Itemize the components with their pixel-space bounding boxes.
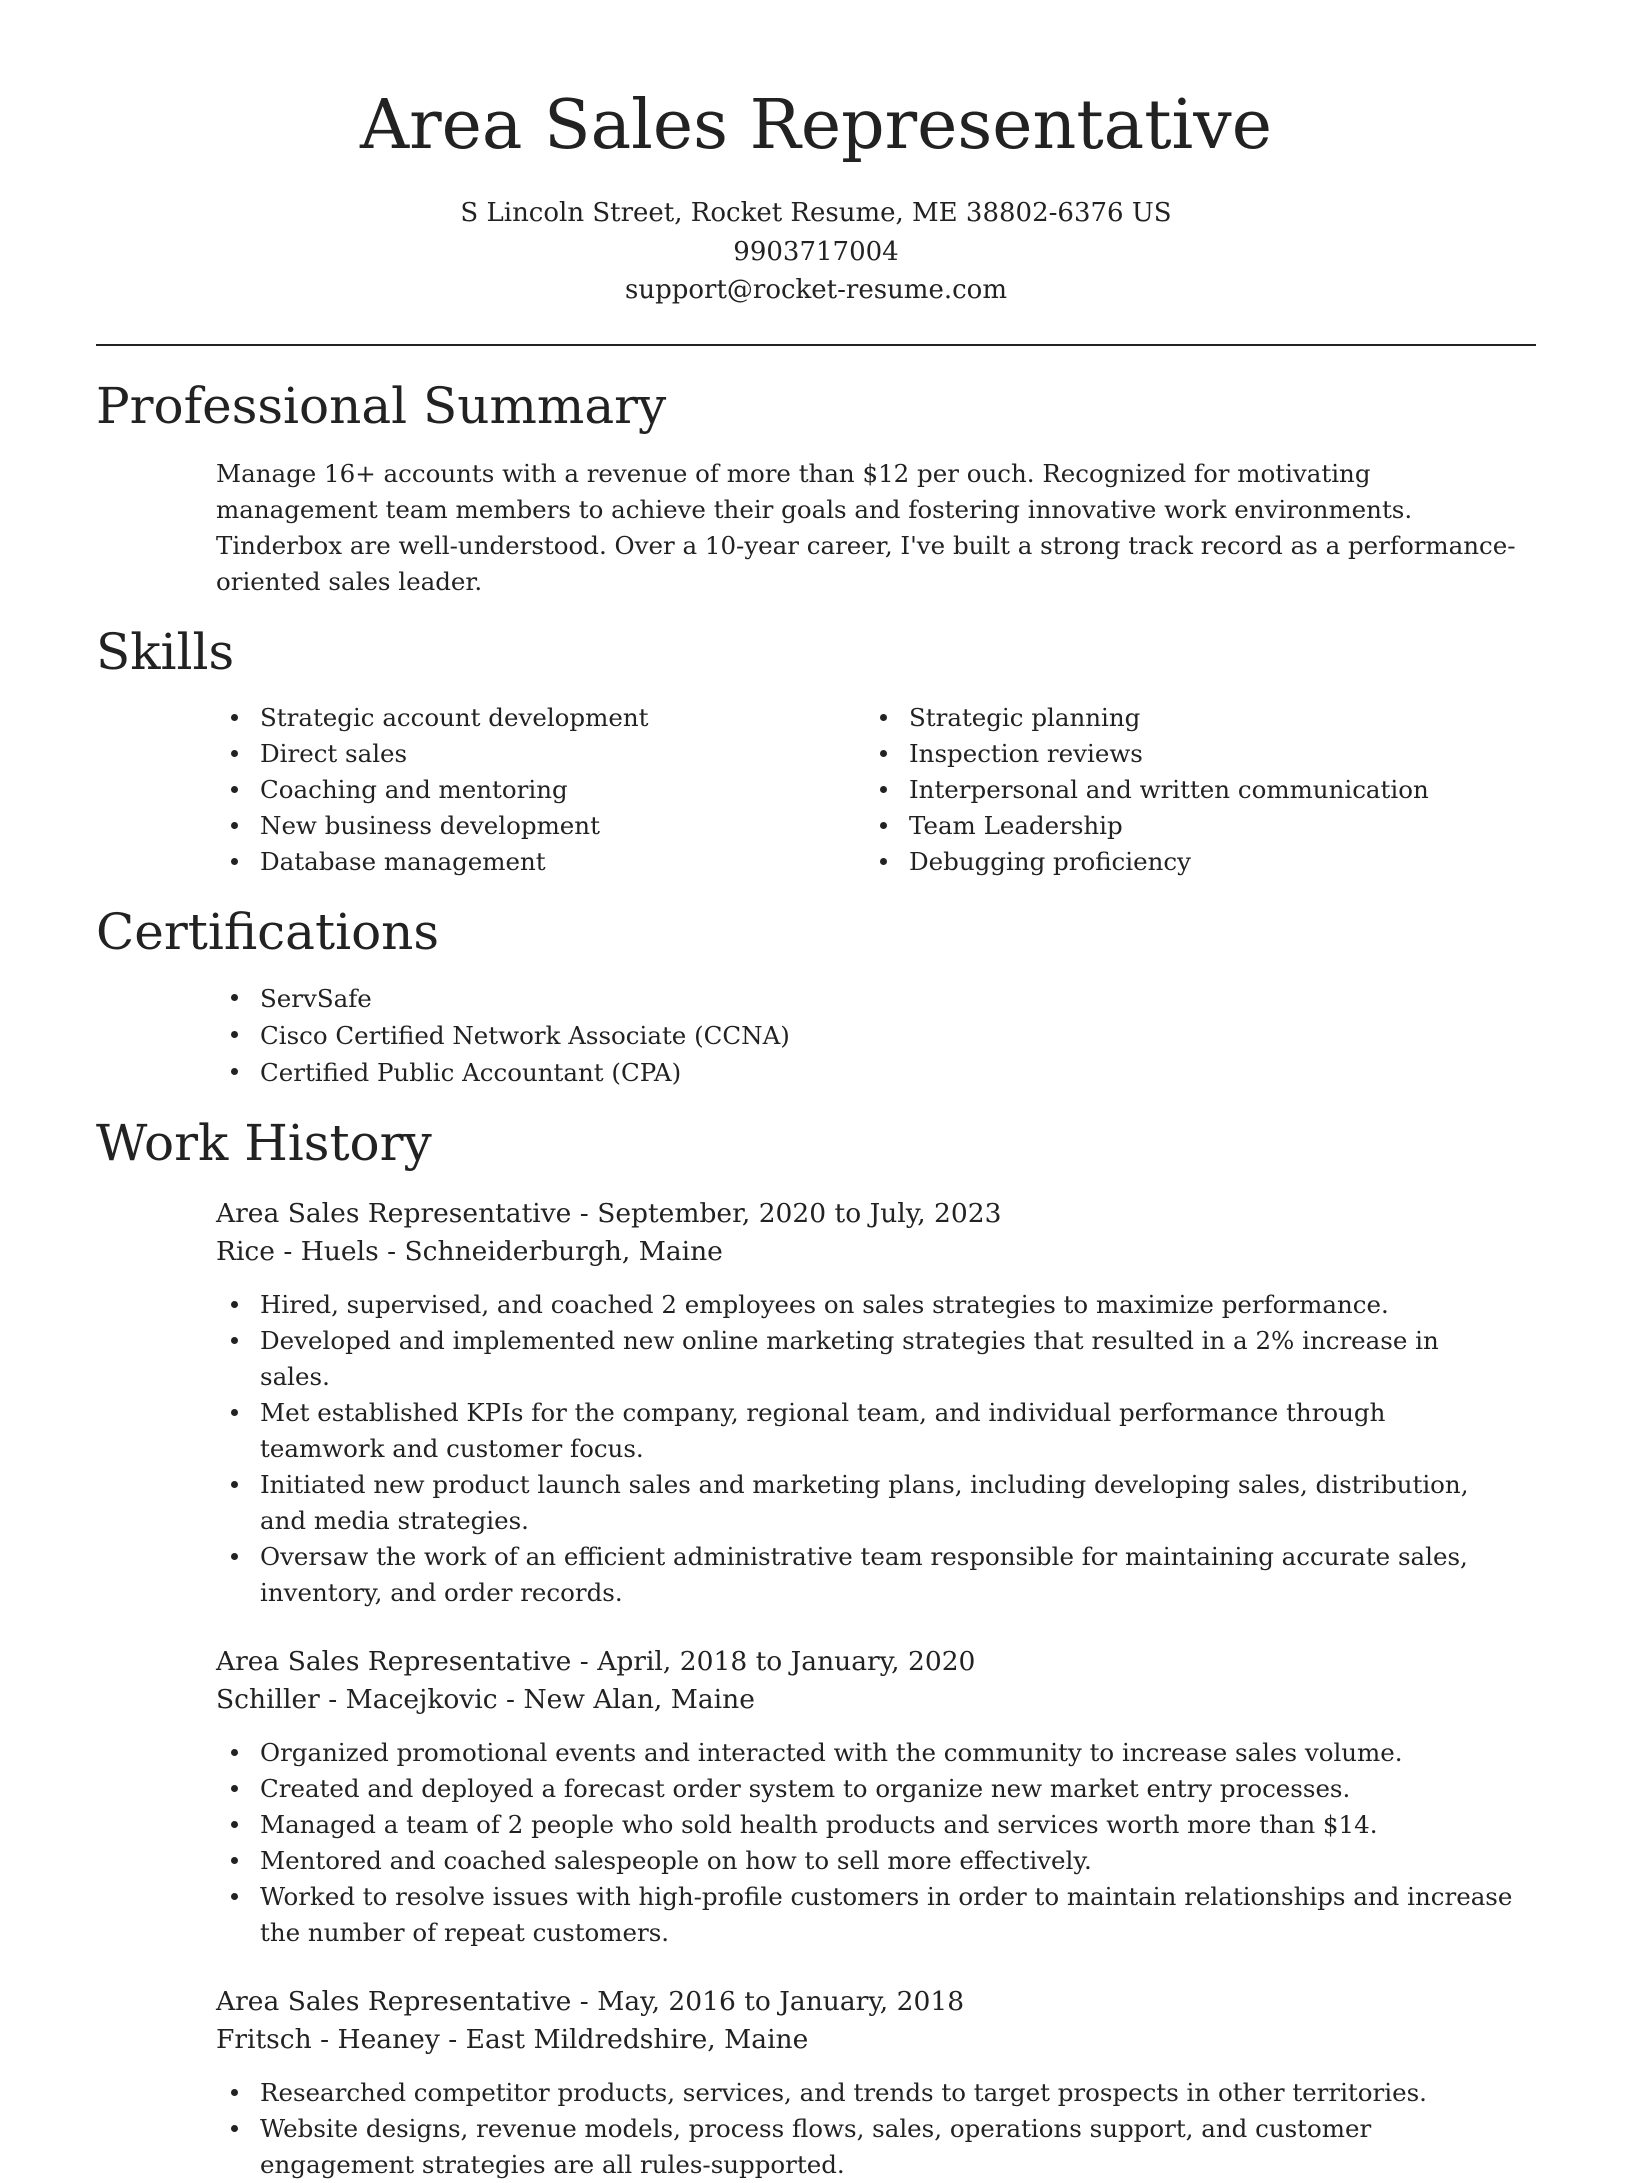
- job-title: Area Sales Representative: [216, 1197, 572, 1229]
- work-history-heading: Work History: [96, 1113, 432, 1172]
- skill-item: New business development: [96, 808, 746, 844]
- job-title-line: [216, 1195, 1536, 1233]
- job-location: New Alan, Maine: [523, 1683, 755, 1715]
- job-bullet: Organized promotional events and interacted with the community to increase sales volume.: [96, 1735, 1536, 1771]
- job-location: Schneiderburgh, Maine: [404, 1235, 723, 1267]
- job-bullets: [96, 1287, 1536, 1611]
- job-bullets: [96, 2075, 1536, 2183]
- skill-item: Debugging proficiency: [745, 844, 1429, 880]
- skills-list-right: [745, 700, 1429, 880]
- separator: -: [439, 2023, 466, 2055]
- contact-info: [96, 194, 1536, 310]
- certifications-section: [96, 902, 1536, 1091]
- professional-summary-section: [96, 376, 1536, 600]
- job-bullet: Worked to resolve issues with high-profile customers in order to maintain relationships and increase the number of repeat customers.: [96, 1879, 1536, 1951]
- skill-item: Database management: [96, 844, 746, 880]
- job-header: [216, 1195, 1536, 1271]
- skill-item: Interpersonal and written communication: [745, 772, 1429, 808]
- job-entry: [96, 1643, 1536, 1951]
- work-history-section: [96, 1113, 1536, 2183]
- job-bullets: [96, 1735, 1536, 1951]
- resume-header: [96, 0, 1536, 310]
- job-bullet: Hired, supervised, and coached 2 employees on sales strategies to maximize performance.: [96, 1287, 1536, 1323]
- certification-item: Certified Public Accountant (CPA): [96, 1054, 1536, 1091]
- skill-item: Strategic account development: [96, 700, 746, 736]
- job-location: East Mildredshire, Maine: [465, 2023, 809, 2055]
- job-company-line: [216, 1233, 1536, 1271]
- certifications-list: [96, 980, 1536, 1091]
- job-company: Fritsch - Heaney: [216, 2023, 440, 2055]
- skill-item: Team Leadership: [745, 808, 1429, 844]
- job-bullet: Website designs, revenue models, process flows, sales, operations support, and customer engagement strategies are all rules-supported.: [96, 2111, 1536, 2183]
- skill-item: Direct sales: [96, 736, 746, 772]
- job-bullet: Initiated new product launch sales and marketing plans, including developing sales, distribution, and media strategies.: [96, 1467, 1536, 1539]
- job-header: [216, 1643, 1536, 1719]
- job-bullet: Oversaw the work of an efficient administrative team responsible for maintaining accurate sales, inventory, and order records.: [96, 1539, 1536, 1611]
- job-bullet: Researched competitor products, services, and trends to target prospects in other territories.: [96, 2075, 1536, 2111]
- skills-section: [96, 622, 1536, 880]
- job-entry: [96, 1983, 1536, 2183]
- job-title: Area Sales Representative: [216, 1645, 572, 1677]
- skill-item: Inspection reviews: [745, 736, 1429, 772]
- skills-list-left: [96, 700, 746, 880]
- skill-item: Strategic planning: [745, 700, 1429, 736]
- job-bullet: Developed and implemented new online marketing strategies that resulted in a 2% increase in sales.: [96, 1323, 1536, 1395]
- separator: -: [571, 1645, 598, 1677]
- separator: -: [571, 1197, 598, 1229]
- job-company-line: [216, 1681, 1536, 1719]
- summary-text: Manage 16+ accounts with a revenue of more than $12 per ouch. Recognized for motivating management team members to achieve their goals and fostering innovative work environments. Tinderbox are well-understood. Over a 10-year career, I've built a strong track record as a performance-oriented sales leader.: [216, 458, 1516, 596]
- job-title-line: [216, 1643, 1536, 1681]
- certification-item: ServSafe: [96, 980, 1536, 1017]
- job-dates: September, 2020 to July, 2023: [597, 1197, 1002, 1229]
- job-company: Rice - Huels: [216, 1235, 379, 1267]
- job-bullet: Created and deployed a forecast order system to organize new market entry processes.: [96, 1771, 1536, 1807]
- job-bullet: Managed a team of 2 people who sold health products and services worth more than $14.: [96, 1807, 1536, 1843]
- job-title-line: [216, 1983, 1536, 2021]
- separator: -: [497, 1683, 524, 1715]
- email-text: support@rocket-resume.com: [624, 275, 1007, 305]
- job-title: Area Sales Representative: [216, 1985, 572, 2017]
- separator: -: [378, 1235, 405, 1267]
- skills-columns: [96, 700, 1536, 880]
- header-divider: [96, 344, 1536, 346]
- certification-item: Cisco Certified Network Associate (CCNA): [96, 1017, 1536, 1054]
- job-entry: [96, 1195, 1536, 1611]
- job-dates: May, 2016 to January, 2018: [597, 1985, 965, 2017]
- address-text: S Lincoln Street, Rocket Resume, ME 38802-6376 US: [460, 198, 1172, 228]
- separator: -: [571, 1985, 598, 2017]
- candidate-name: Area Sales Representative: [360, 86, 1272, 165]
- job-bullet: Met established KPIs for the company, regional team, and individual performance through teamwork and customer focus.: [96, 1395, 1536, 1467]
- phone-text: 9903717004: [733, 236, 899, 267]
- skills-heading: Skills: [96, 622, 235, 681]
- job-header: [216, 1983, 1536, 2059]
- summary-heading: Professional Summary: [96, 376, 667, 435]
- resume-page: [96, 0, 1536, 2183]
- job-bullet: Mentored and coached salespeople on how to sell more effectively.: [96, 1843, 1536, 1879]
- job-company-line: [216, 2021, 1536, 2059]
- job-company: Schiller - Macejkovic: [216, 1683, 498, 1715]
- skill-item: Coaching and mentoring: [96, 772, 746, 808]
- certifications-heading: Certifications: [96, 902, 440, 961]
- job-dates: April, 2018 to January, 2020: [597, 1645, 976, 1677]
